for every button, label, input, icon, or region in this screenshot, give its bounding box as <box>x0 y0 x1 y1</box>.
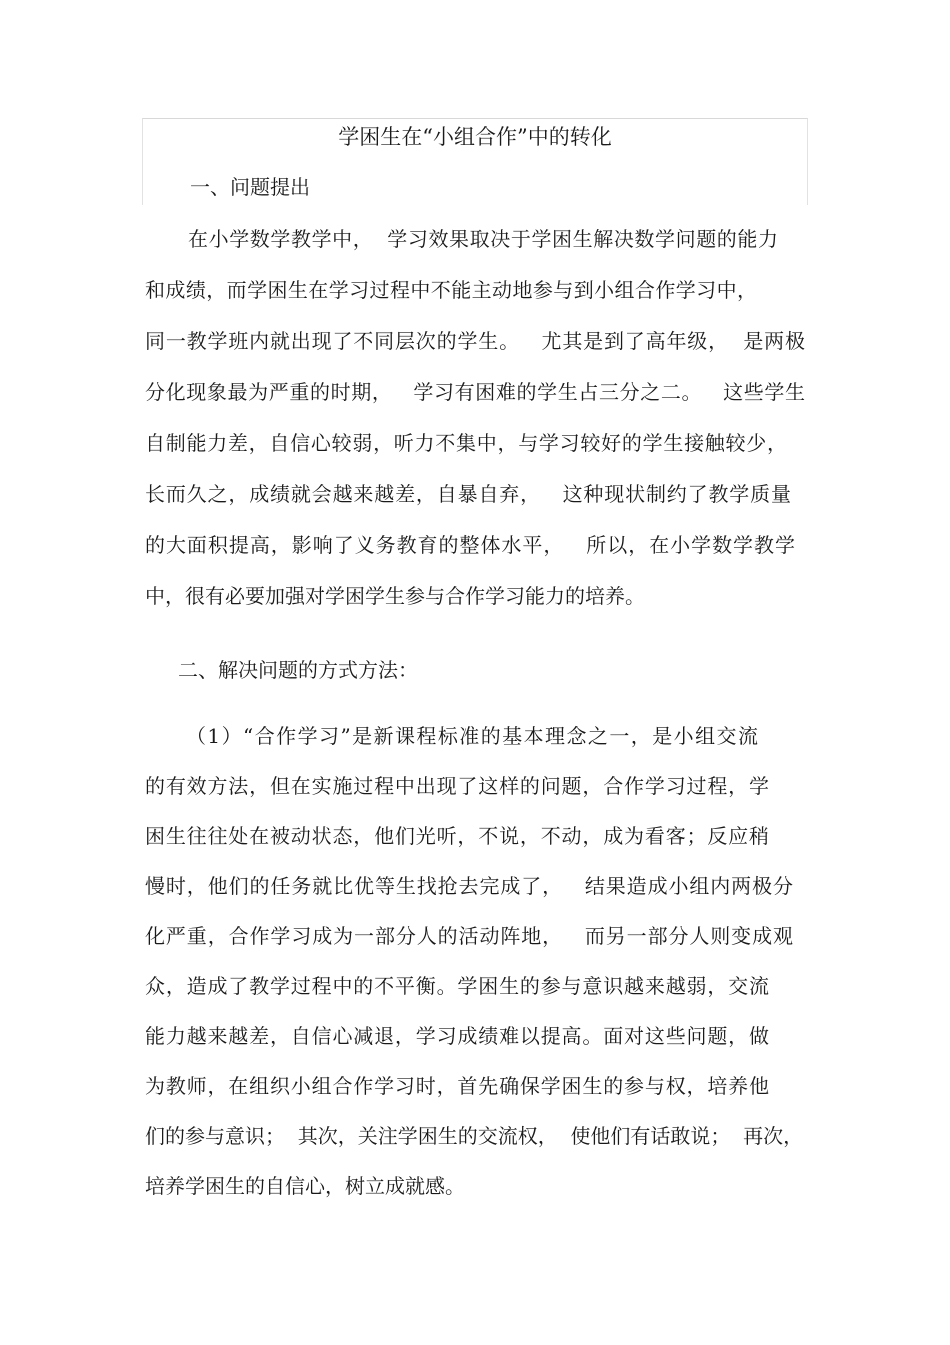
paragraph-line: 为教师，在组织小组合作学习时，首先确保学困生的参与权，培养他 <box>145 1074 769 1098</box>
paragraph-line: 分化现象最为严重的时期， 学习有困难的学生占三分之二。 这些学生 <box>145 380 805 404</box>
paragraph-line: 化严重，合作学习成为一部分人的活动阵地， 而另一部分人则变成观 <box>145 924 793 948</box>
paragraph-line: 众，造成了教学过程中的不平衡。学困生的参与意识越来越弱，交流 <box>145 974 769 998</box>
paragraph-line: 中，很有必要加强对学困学生参与合作学习能力的培养。 <box>145 584 645 608</box>
paragraph-line: 困生往往处在被动状态，他们光听，不说，不动，成为看客；反应稍 <box>145 824 769 848</box>
paragraph-line: 长而久之，成绩就会越来越差，自暴自弃， 这种现状制约了教学质量 <box>145 482 791 506</box>
section-heading-problem: 一、问题提出 <box>190 175 310 199</box>
paragraph-line: 的有效方法，但在实施过程中出现了这样的问题，合作学习过程，学 <box>145 774 769 798</box>
section-heading-methods: 二、解决问题的方式方法： <box>178 658 418 682</box>
paragraph-line: 慢时，他们的任务就比优等生找抢去完成了， 结果造成小组内两极分 <box>145 874 793 898</box>
paragraph-line: 们的参与意识； 其次，关注学困生的交流权， 使他们有话敢说； 再次， <box>145 1124 804 1148</box>
paragraph-line: 培养学困生的自信心，树立成就感。 <box>145 1174 465 1198</box>
paragraph-line: 的大面积提高，影响了义务教育的整体水平， 所以，在小学数学教学 <box>145 533 795 557</box>
paragraph-line: 能力越来越差，自信心减退，学习成绩难以提高。面对这些问题，做 <box>145 1024 769 1048</box>
document-title: 学困生在“小组合作”中的转化 <box>338 125 612 149</box>
paragraph-line: 和成绩，而学困生在学习过程中不能主动地参与到小组合作学习中， <box>145 278 757 302</box>
paragraph-line: 在小学数学教学中， 学习效果取决于学困生解决数学问题的能力 <box>188 227 778 251</box>
paragraph-line: 自制能力差，自信心较弱，听力不集中，与学习较好的学生接触较少， <box>145 431 787 455</box>
paragraph-line: （1）“合作学习”是新课程标准的基本理念之一，是小组交流 <box>186 724 758 748</box>
paragraph-line: 同一教学班内就出现了不同层次的学生。 尤其是到了高年级， 是两极 <box>145 329 805 353</box>
